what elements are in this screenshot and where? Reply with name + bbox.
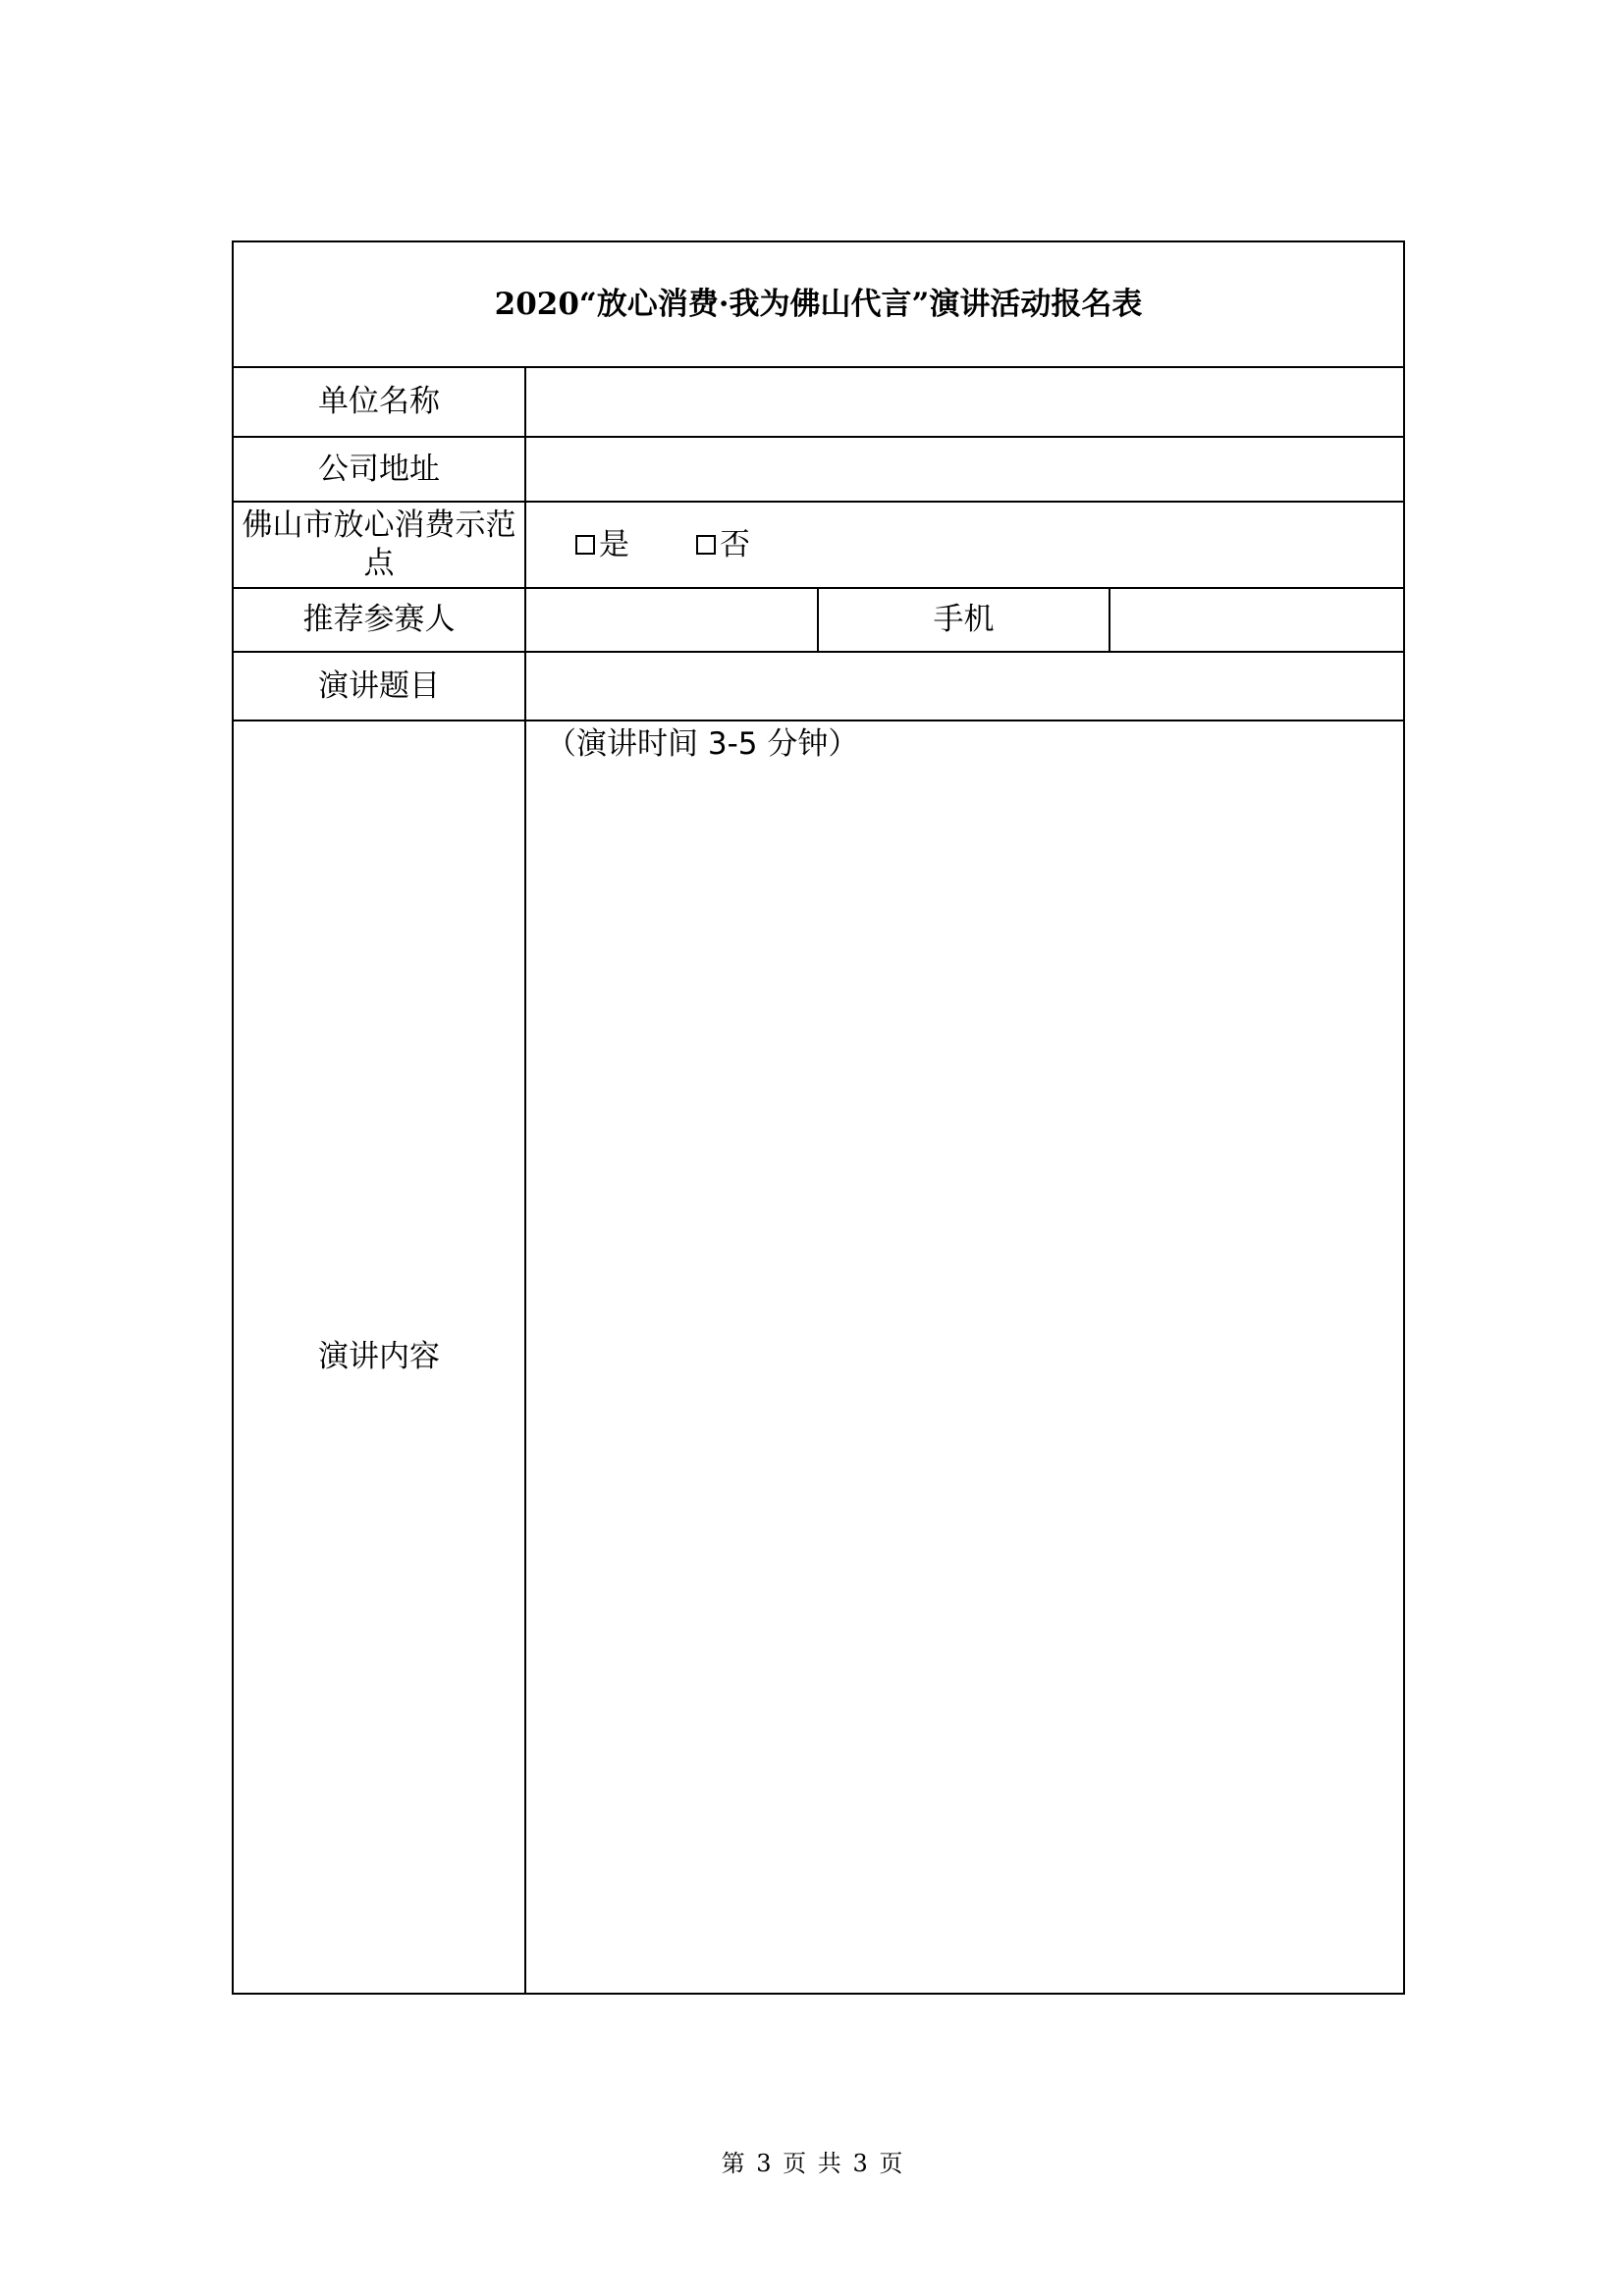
demo-site-label: 佛山市放心消费示范点 [233,502,525,588]
phone-field[interactable] [1110,588,1404,652]
speech-topic-label: 演讲题目 [233,652,525,721]
demo-site-no-label: 否 [720,526,750,562]
speech-topic-field[interactable] [525,652,1404,721]
recommended-participant-label: 推荐参赛人 [233,588,525,652]
checkbox-icon[interactable] [575,535,595,555]
form-title: 2020“放心消费·我为佛山代言”演讲活动报名表 [233,241,1404,367]
checkbox-icon[interactable] [696,535,716,555]
demo-site-no-option[interactable] [696,526,750,564]
unit-name-field[interactable] [525,367,1404,437]
recommended-participant-field[interactable] [525,588,818,652]
phone-label: 手机 [818,588,1110,652]
registration-form-table [232,240,1405,1995]
demo-site-yes-label: 是 [599,526,629,562]
speech-content-label: 演讲内容 [233,721,525,1994]
unit-name-label: 单位名称 [233,367,525,437]
demo-site-checkbox-group [526,526,1403,564]
company-address-field[interactable] [525,437,1404,502]
speech-content-hint: （演讲时间 3-5 分钟） [546,726,859,762]
page-number-footer: 第 3 页 共 3 页 [721,2150,903,2177]
speech-content-field[interactable] [525,721,1404,1994]
demo-site-yes-option[interactable] [575,526,629,564]
demo-site-options [525,502,1404,588]
company-address-label: 公司地址 [233,437,525,502]
